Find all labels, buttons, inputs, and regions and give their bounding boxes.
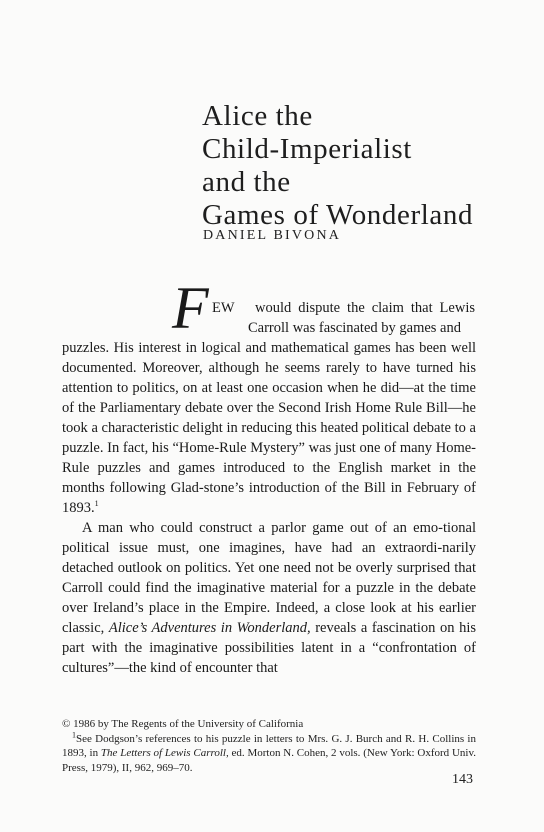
opening-small-caps: EW [212, 300, 235, 316]
title-line-3: and the [202, 166, 291, 198]
copyright-line: © 1986 by The Regents of the University of California [62, 718, 304, 730]
footnote-1 [62, 729, 477, 776]
article-body [62, 338, 476, 678]
article-title [202, 100, 522, 232]
paragraph-1 [62, 338, 476, 518]
drop-cap-initial: F [172, 275, 209, 341]
footnote-reference-1: 1 [94, 499, 99, 509]
book-title-italic: Alice’s Adventures in Wonderland, [108, 620, 311, 636]
paragraph-2 [62, 518, 476, 678]
footnote-1-text-b: ed. Morton N. Cohen, 2 vols. (New York: Oxford Univ. Press, 1979), II, 962, 969–70. [62, 747, 477, 774]
paragraph-1-text: puzzles. His interest in logical and mathematical games has been well documented. Moreover, although he seems rarely to have turned his attention to politics, on at least one occasion when he did—at the time of the Parliamentary debate over the Second Irish Home Rule Bill—he took a characteristic delight in reducing this heated political debate to a puzzle. In fact, his “Home-Rule Mystery” was just one of many Home-Rule puzzles and games introduced to the English market in the months following Glad-stone’s introduction of the Bill in February of 1893. [62, 340, 476, 516]
title-line-2: Child-Imperialist [202, 133, 412, 165]
opening-line-1-text: would dispute the claim that Lewis [255, 300, 475, 316]
paragraph-2-text-b: reveals a fascination on his part with the imaginative possibilities latent in a “confrontation of cultures”—the kind of encounter that [62, 620, 476, 676]
footnote-1-mark: 1 [72, 729, 76, 739]
page-number: 143 [452, 772, 473, 787]
title-line-4: Games of Wonderland [202, 199, 474, 231]
footnote-1-text-a: See Dodgson’s references to his puzzle in letters to Mrs. G. J. Burch and R. H. Collins in 1893, in [62, 732, 476, 759]
opening-line-2: Carroll was fascinated by games and [248, 320, 461, 336]
author-name: DANIEL BIVONA [203, 228, 342, 243]
opening-line-1 [255, 298, 475, 318]
title-line-1: Alice the [202, 100, 313, 132]
footnote-1-italic: The Letters of Lewis Carroll, [100, 747, 229, 759]
footnotes [62, 717, 476, 775]
paragraph-2-text-a: A man who could construct a parlor game out of an emo-tional political issue must, one imagines, have had an extraordi-narily detached outlook on politics. Yet one need not be overly surprised that Carroll could find the imaginative material for a puzzle in the debate over Ireland’s place in the Empire. Indeed, a close look at his earlier classic, [62, 520, 476, 636]
